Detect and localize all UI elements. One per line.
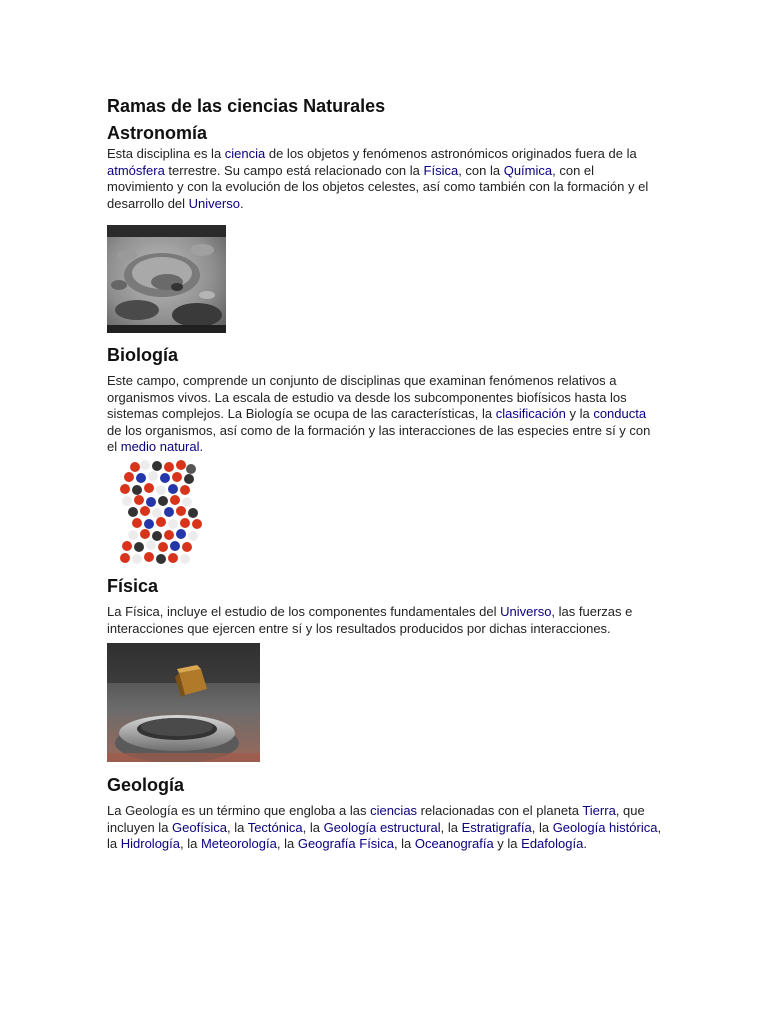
text: , la xyxy=(107,819,662,851)
text: . xyxy=(583,836,587,851)
text: . xyxy=(199,439,204,454)
text: , la xyxy=(302,819,324,835)
link-meteorologia[interactable]: Meteorología xyxy=(200,836,277,851)
link-oceanografia[interactable]: Oceanografía xyxy=(414,836,494,851)
link-atmosfera[interactable]: atmósfera xyxy=(107,162,165,178)
heading-geologia: Geología xyxy=(107,775,185,795)
text: . xyxy=(239,195,244,211)
link-clasificacion[interactable]: clasificación xyxy=(495,406,566,421)
link-ciencia[interactable]: ciencia xyxy=(224,146,266,161)
text: La Física, incluye el estudio de los componentes fundamentales del xyxy=(107,604,501,619)
text: , con la xyxy=(458,162,504,178)
paragraph-biologia xyxy=(107,373,655,456)
link-quimica[interactable]: Química xyxy=(503,162,553,178)
text: , la xyxy=(440,819,462,835)
link-estratigrafia[interactable]: Estratigrafía xyxy=(461,819,532,835)
link-geologia-historica[interactable]: Geología histórica xyxy=(552,819,658,835)
text: , las fuerzas e interacciones que ejercen entre sí y los resultados producidos por dichas interacciones. xyxy=(107,604,633,636)
text: y la xyxy=(565,406,594,421)
text: , con el movimiento y con la evolución de los objetos celestes, así como también con la formación y el desarrollo del xyxy=(107,162,649,211)
text: y la xyxy=(493,836,522,851)
page-title: Ramas de las ciencias Naturales xyxy=(107,96,386,116)
link-conducta[interactable]: conducta xyxy=(593,406,647,421)
text: , que incluyen la xyxy=(107,803,645,835)
link-geologia-estructural[interactable]: Geología estructural xyxy=(323,819,441,835)
paragraph-fisica xyxy=(107,604,655,637)
paragraph-astronomia xyxy=(107,146,662,212)
text: Esta disciplina es la xyxy=(107,146,225,161)
heading-biologia: Biología xyxy=(107,345,178,365)
dna-helix-image xyxy=(115,459,207,565)
link-ciencias[interactable]: ciencias xyxy=(370,803,418,818)
text: relacionadas con el planeta xyxy=(417,803,583,818)
text: de los organismos, así como de la formación y las interacciones de las especies entre sí y con el xyxy=(107,422,651,454)
link-medio-natural[interactable]: medio natural xyxy=(120,439,200,454)
link-universo[interactable]: Universo xyxy=(500,604,552,619)
link-hidrologia[interactable]: Hidrología xyxy=(120,836,180,851)
link-geofisica[interactable]: Geofísica xyxy=(172,819,227,835)
text: , la xyxy=(531,819,553,835)
text: , la xyxy=(226,819,248,835)
magnetic-levitation-image xyxy=(107,643,260,762)
link-geografia-fisica[interactable]: Geografía Física xyxy=(297,836,394,851)
moon-crater-image xyxy=(107,225,226,333)
text: La Geología es un término que engloba a las xyxy=(107,803,371,818)
text: , la xyxy=(393,836,415,851)
text: terrestre. Su campo está relacionado con la xyxy=(164,162,424,178)
link-fisica[interactable]: Física xyxy=(423,162,459,178)
text: , la xyxy=(276,836,298,851)
text: de los objetos y fenómenos astronómicos originados fuera de la xyxy=(265,146,637,161)
link-universo[interactable]: Universo xyxy=(188,195,240,211)
text: , la xyxy=(180,836,201,851)
link-edafologia[interactable]: Edafología xyxy=(521,836,584,851)
paragraph-geologia xyxy=(107,803,662,853)
text: Este campo, comprende un conjunto de disciplinas que examinan fenómenos relativos a organismos vivos. La escala de estudio va desde los subcomponentes biofísicos hasta los sistemas complejos. La Biología se ocupa de las características, la xyxy=(107,373,627,421)
heading-fisica: Física xyxy=(107,576,159,596)
heading-astronomia: Astronomía xyxy=(107,123,208,143)
link-tectonica[interactable]: Tectónica xyxy=(247,819,303,835)
link-tierra[interactable]: Tierra xyxy=(582,803,616,818)
